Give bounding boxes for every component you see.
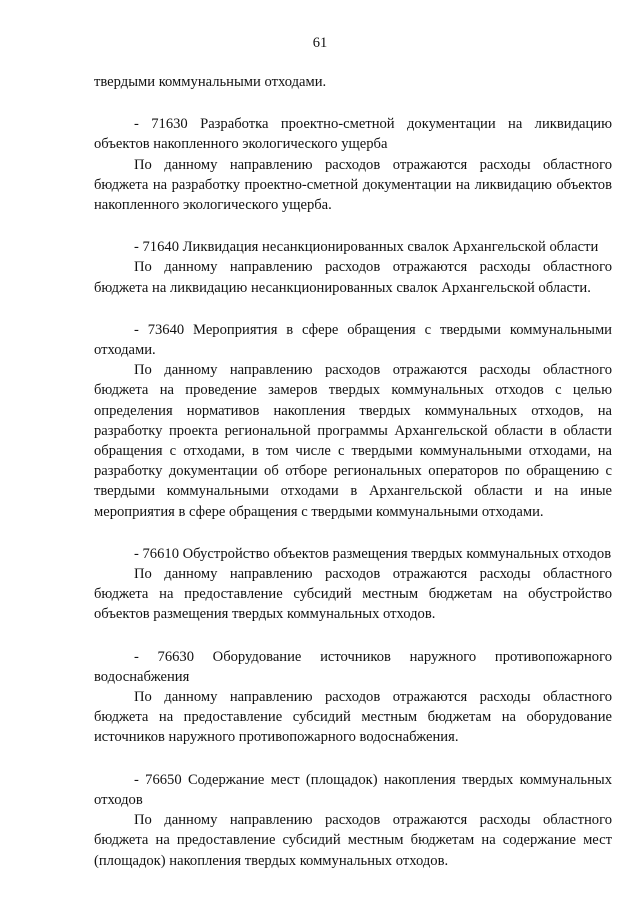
section-body: По данному направлению расходов отражаются расходы областного бюджета на предоставление субсидий местным бюджетам на содержание мест (площадок) накопления твердых коммунальных отходов. xyxy=(94,812,612,869)
section-73640 xyxy=(94,320,612,522)
intro-line: твердыми коммунальными отходами. xyxy=(94,74,327,90)
section-heading: - 71640 Ликвидация несанкционированных свалок Архангельской области xyxy=(134,239,599,256)
section-body: По данному направлению расходов отражаются расходы областного бюджета на предоставление субсидий местным бюджетам на оборудование источников наружного противопожарного водоснабжения. xyxy=(94,689,612,746)
section-heading: - 73640 Мероприятия в сфере обращения с твердыми коммунальными отходами. xyxy=(94,321,612,359)
section-body: По данному направлению расходов отражаются расходы областного бюджета на предоставление субсидий местным бюджетам на обустройство объектов размещения твердых коммунальных отходов. xyxy=(94,566,612,623)
section-71640 xyxy=(94,237,612,298)
section-heading: - 76650 Содержание мест (площадок) накопления твердых коммунальных отходов xyxy=(94,771,612,808)
section-body: По данному направлению расходов отражаются расходы областного бюджета на проведение замеров твердых коммунальных отходов с целью определения нормативов накопления твердых коммунальных отходов, на разработку проекта региональной программы Архангельской области в области обращения с отходами, в том числе с твердыми коммунальными отходами, на разработку документации об отборе региональных операторов по обращению с твердыми коммунальными отходами в Архангельской области и на иные мероприятия в сфере обращения с твердыми коммунальными отходами. xyxy=(94,362,612,520)
document-body xyxy=(94,72,612,871)
section-body: По данному направлению расходов отражаются расходы областного бюджета на ликвидацию несанкционированных свалок Архангельской области. xyxy=(94,259,612,296)
section-76610 xyxy=(94,544,612,625)
section-71630 xyxy=(94,114,612,215)
section-heading: - 76630 Оборудование источников наружного противопожарного водоснабжения xyxy=(94,648,612,685)
section-heading: - 76610 Обустройство объектов размещения твердых коммунальных отходов xyxy=(134,545,612,562)
section-heading: - 71630 Разработка проектно-сметной документации на ликвидацию объектов накопленного экологического ущерба xyxy=(94,116,612,153)
page-number: 61 xyxy=(312,35,328,51)
section-76650 xyxy=(94,770,612,871)
section-body: По данному направлению расходов отражаются расходы областного бюджета на разработку проектно-сметной документации на ликвидацию объектов накопленного экологического ущерба. xyxy=(94,156,612,214)
section-76630 xyxy=(94,647,612,748)
